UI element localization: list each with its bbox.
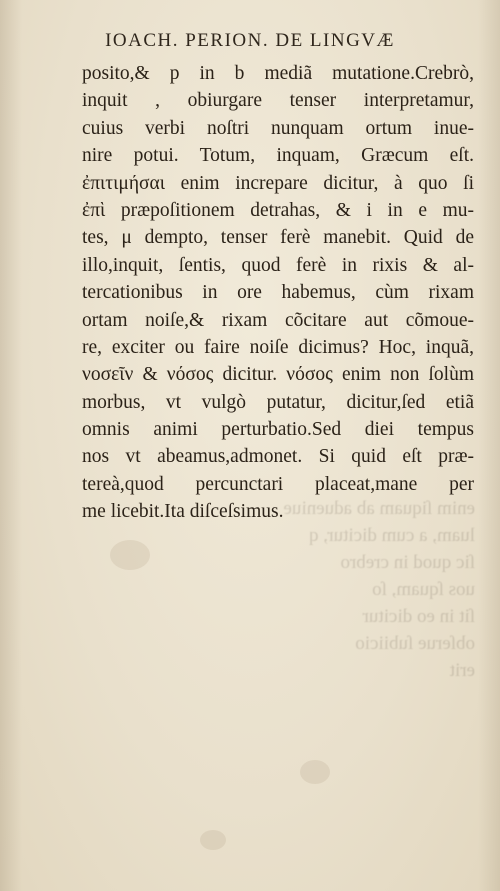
text-line: ἐπὶ præpoſitionem detrahas, & i in e mu- xyxy=(82,199,474,221)
text-line: tercationibus in ore habemus, cùm rixam xyxy=(82,282,474,304)
show-through-line: ſit in eo dicitur xyxy=(362,606,475,627)
text-line: tes, μ dempto, tenser ferè manebit. Quid de xyxy=(82,227,474,249)
text-line: νοσεῖν & νόσος dicitur. νόσος enim non ſolùm xyxy=(82,364,474,386)
show-through-line: uos ſquam, ſo xyxy=(372,579,475,600)
text-line: posito,& p in b mediã mutatione.Crebrò, xyxy=(82,63,474,84)
show-through-line: obſerue ſubiicio xyxy=(355,633,475,654)
text-line: tereà,quod percunctari placeat,mane per xyxy=(82,473,474,495)
left-edge-shadow xyxy=(0,0,22,891)
text-line: nire potui. Totum, inquam, Græcum eſt. xyxy=(82,145,474,167)
show-through-line: luam, a cum dicitur, q xyxy=(309,525,475,546)
text-line: re, exciter ou faire noiſe dicimus? Hoc, inquã, xyxy=(82,336,474,358)
text-line: me licebit.Ita diſceſsimus. xyxy=(82,501,284,523)
running-head: IOACH. PERION. DE LINGVÆ xyxy=(105,30,395,51)
text-line: cuius verbi noſtri nunquam ortum inue- xyxy=(82,117,474,139)
paper-stain xyxy=(300,760,330,784)
text-line: ortam noiſe,& rixam cõcitare aut cõmoue- xyxy=(82,309,474,331)
show-through-line: enim ſiquam ab adueniue xyxy=(283,498,475,519)
right-edge-shadow xyxy=(478,0,500,891)
paper-stain xyxy=(200,830,226,850)
text-line: ἐπιτιμήσαι enim increpare dicitur, à quo ſi xyxy=(82,172,474,194)
text-line: nos vt abeamus,admonet. Si quid eſt præ- xyxy=(82,446,474,468)
text-line: omnis animi perturbatio.Sed diei tempus xyxy=(82,419,474,441)
text-line: inquit , obiurgare tenser interpretamur, xyxy=(82,90,474,112)
body-text xyxy=(82,60,474,526)
text-line: illo,inquit, ſentis, quod ferè in rixis & al- xyxy=(82,254,474,276)
text-line: morbus, vt vulgò putatur, dicitur,ſed etiã xyxy=(82,391,474,413)
show-through-line: erit xyxy=(449,660,475,681)
show-through-line: ſic quod in crebro xyxy=(340,552,475,573)
